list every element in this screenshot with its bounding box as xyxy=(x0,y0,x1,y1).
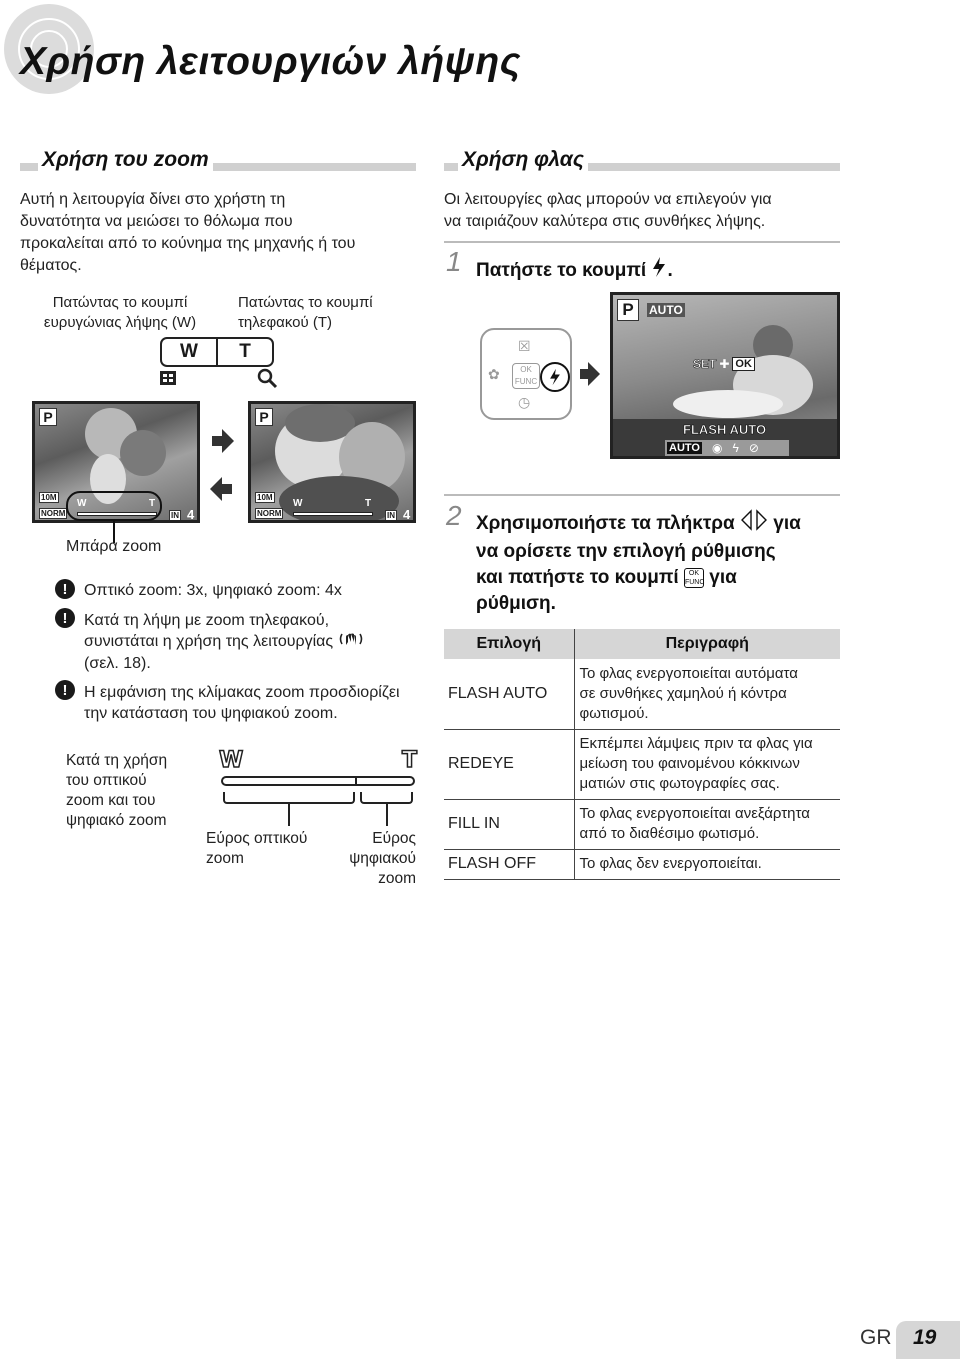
macro-flash-keys-icon xyxy=(740,509,768,539)
mode-p-badge-tele: P xyxy=(255,408,273,426)
flash-intro: Οι λειτουργίες φλας μπορούν να επιλεγούν για να ταιριάζουν καλύτερα στις συνθήκες λήψης. xyxy=(444,191,772,230)
zoom-w-key: W xyxy=(180,341,198,362)
table-row: FLASH OFF Το φλας δεν ενεργοποιείται. xyxy=(444,849,840,879)
arrow-right-icon xyxy=(588,362,600,386)
flash-section-title: Χρήση φλας xyxy=(458,148,588,172)
macro-icon: ✿ xyxy=(488,366,500,382)
optical-range-label: Εύρος οπτικού zoom xyxy=(206,830,308,867)
table-header-description: Περιγραφή xyxy=(574,629,840,659)
ok-func-icon: OK FUNC xyxy=(684,569,705,586)
lcd-screen-flash xyxy=(610,292,840,459)
tele-button-label: Πατώντας το κουμπί τηλεφακού (T) xyxy=(238,294,373,331)
zoom-lever-button xyxy=(160,337,274,367)
note-2: Κατά τη λήψη με zoom τηλεφακού, συνιστάται η χρήση της λειτουργίας (σελ. 18). xyxy=(84,610,424,674)
zoom-bar-caption: Μπάρα zoom xyxy=(66,538,162,555)
step-2-number: 2 xyxy=(446,500,462,531)
lcd-screen-tele: P 10M NORM W T IN 4 xyxy=(248,401,416,523)
language-code: GR xyxy=(860,1326,892,1349)
magnify-icon xyxy=(256,367,278,394)
zoom-t-key: T xyxy=(216,339,272,365)
zoom-section-title: Χρήση του zoom xyxy=(38,148,213,172)
mode-p-badge: P xyxy=(39,408,57,426)
note-1: Οπτικό zoom: 3x, ψηφιακό zoom: 4x xyxy=(84,582,342,599)
note-icon: ! xyxy=(55,608,75,628)
note-icon: ! xyxy=(55,680,75,700)
flash-off-icon: ⊘ xyxy=(748,441,759,455)
page-title: Χρήση λειτουργιών λήψης xyxy=(20,40,521,83)
redeye-icon: ◉ xyxy=(711,441,723,455)
zoom-intro: Αυτή η λειτουργία δίνει στο χρήστη τη δυνατότητα να μειώσει το θόλωμα που προκαλείται από το κούνημα της μηχανής ή του θέματος. xyxy=(20,191,356,274)
page-number: 19 xyxy=(913,1326,937,1349)
mode-p-badge-flash: P xyxy=(617,299,639,321)
table-header-option: Επιλογή xyxy=(444,629,574,659)
arrow-left-icon xyxy=(210,477,222,501)
zoom-bar-highlight xyxy=(66,491,162,521)
optical-range-bracket xyxy=(223,792,355,804)
table-row: FILL IN Το φλας ενεργοποιείται ανεξάρτητα από το διαθέσιμο φωτισμό. xyxy=(444,799,840,849)
step-1-text: Πατήστε το κουμπί . xyxy=(476,256,673,286)
digital-range-label: Εύρος ψηφιακού zoom xyxy=(349,830,416,887)
wide-button-label: Πατώντας το κουμπί ευρυγώνιας λήψης (W) xyxy=(43,294,197,331)
flash-key-icon xyxy=(540,362,570,392)
range-zoom-bar xyxy=(221,776,415,786)
range-t-letter: T xyxy=(402,748,418,773)
note-icon: ! xyxy=(55,579,75,599)
quality-icon-tele: NORM xyxy=(257,509,282,518)
digital-range-bracket xyxy=(360,792,413,804)
set-ok-hint: SET ✚ OK xyxy=(693,357,755,371)
shot-count-tele: 4 xyxy=(403,507,411,522)
table-row: FLASH AUTO Το φλας ενεργοποιείται αυτόματα σε συνθήκες χαμηλού ή κόντρα φωτισμού. xyxy=(444,659,840,729)
image-stabilizer-icon xyxy=(338,631,364,653)
table-row: REDEYE Εκπέμπει λάμψεις πριν τα φλας για μείωση του φαινομένου κόκκινων ματιών στις φωτογραφίες σας. xyxy=(444,729,840,799)
range-side-label: Κατά τη χρήση του οπτικού zoom και του ψηφιακό zoom xyxy=(66,752,168,829)
arrow-pad-dial xyxy=(480,328,572,420)
auto-iso-icon: AUTO xyxy=(649,303,683,317)
memory-icon-tele: IN xyxy=(387,511,395,520)
fill-in-icon: ϟ xyxy=(732,441,739,455)
range-w-letter: W xyxy=(219,748,244,773)
note-3: Η εμφάνιση της κλίμακας zoom προσδιορίζει την κατάσταση του ψηφιακού zoom. xyxy=(84,684,400,722)
quality-icon: NORM xyxy=(41,509,66,518)
flash-icon xyxy=(651,256,667,286)
image-size-icon-tele: 10M xyxy=(257,493,273,502)
flash-menu-banner: FLASH AUTO AUTO ◉ ϟ ⊘ xyxy=(613,419,837,459)
ok-func-key: OK FUNC xyxy=(512,363,540,389)
image-size-icon: 10M xyxy=(41,493,57,502)
wide-thumbnail-icon xyxy=(158,368,178,393)
lcd-screen-wide: P 10M NORM W T IN 4 xyxy=(32,401,200,523)
memory-icon: IN xyxy=(171,511,179,520)
shot-count: 4 xyxy=(187,507,195,522)
step-1-number: 1 xyxy=(446,246,462,277)
self-timer-icon: ◷ xyxy=(518,394,531,410)
zoom-bar-tele xyxy=(293,512,373,516)
arrow-right-icon xyxy=(222,429,234,453)
step-2-text: Χρησιμοποιήστε τα πλήκτρα για να ορίσετε την επιλογή ρύθμισης και πατήστε το κουμπί OK FUNC για ρύθμιση. xyxy=(476,509,846,617)
exposure-icon: ☒ xyxy=(518,338,531,354)
flash-options-table xyxy=(444,629,840,880)
